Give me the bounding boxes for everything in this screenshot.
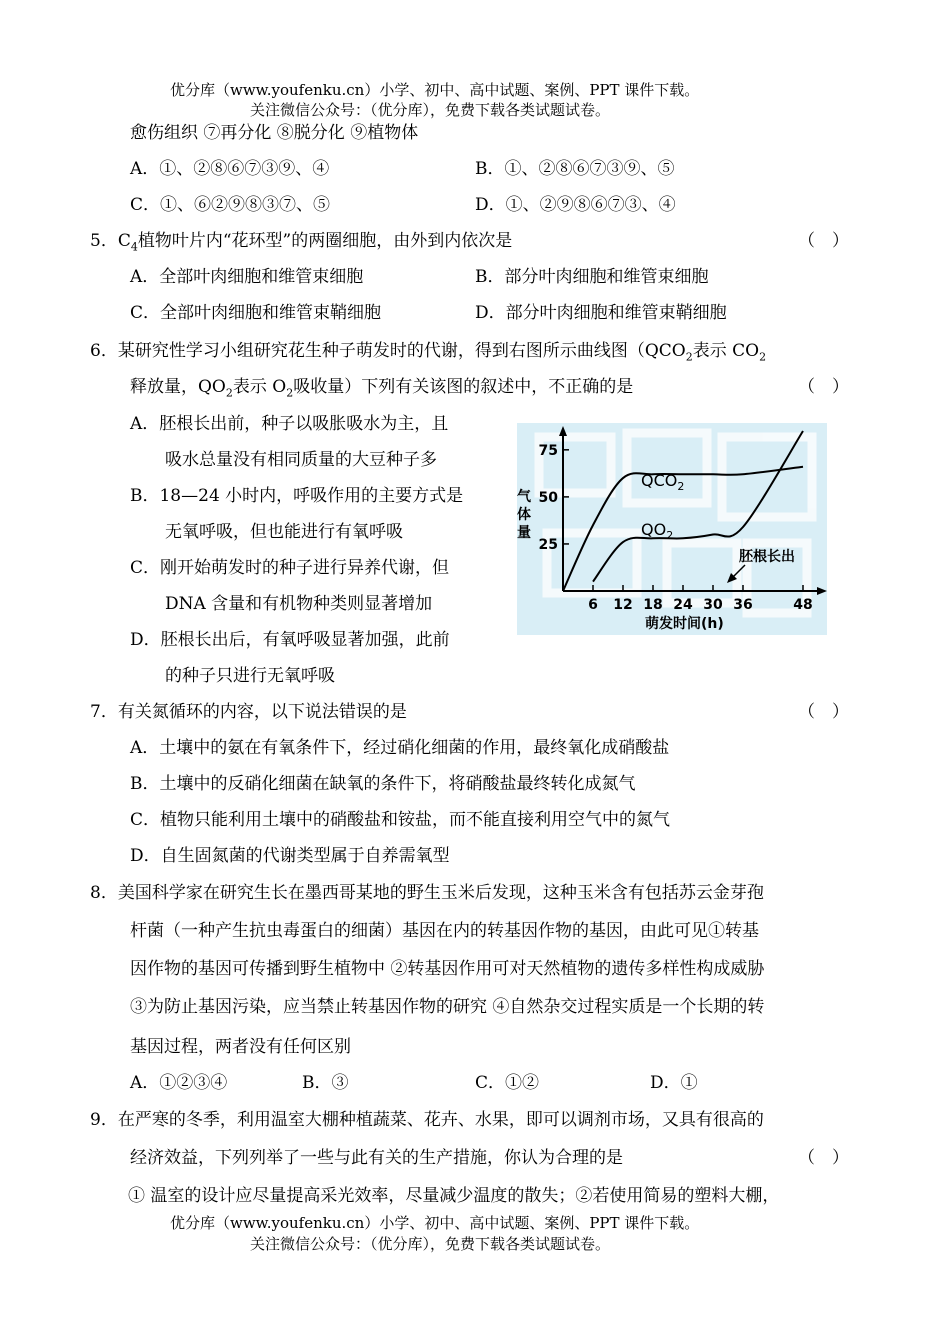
y-tick-label: 50 <box>538 489 558 506</box>
q6-sub-4: 2 <box>286 386 294 400</box>
q6-option-c-2: DNA 含量和有机物种类则显著增加 <box>165 594 433 614</box>
q6-line2-a: 释放量，QO <box>130 377 226 397</box>
q4-option-a: A．①、②⑧⑥⑦③⑨、④ <box>130 159 330 179</box>
q8-line-1-text: 美国科学家在研究生长在墨西哥某地的野生玉米后发现，这种玉米含有包括苏云金芽孢 <box>117 883 764 903</box>
q8-line-3: 因作物的基因可传播到野生植物中 ②转基因作用可对天然植物的遗传多样性构成威胁 <box>130 959 765 979</box>
x-tick-label: 36 <box>733 597 753 613</box>
q5-option-b: B．部分叶肉细胞和维管束细胞 <box>475 267 709 287</box>
q6-number: 6． <box>90 341 118 361</box>
q5-option-d: D．部分叶肉细胞和维管束鞘细胞 <box>475 303 727 323</box>
y-tick-label: 75 <box>538 442 558 459</box>
q5-c4-sub: 4 <box>130 240 138 254</box>
q8-option-c: C．①② <box>475 1073 540 1093</box>
q6-stem-line-1 <box>90 341 766 367</box>
gas-exchange-chart <box>517 423 827 635</box>
footer-line-2: 关注微信公众号：（优分库），免费下载各类试题试卷。 <box>250 1235 611 1253</box>
header-line-1: 优分库（www.youfenku.cn）小学、初中、高中试题、案例、PPT 课件下载。 <box>170 81 700 99</box>
x-tick-label: 30 <box>703 597 723 613</box>
footer-line-1: 优分库（www.youfenku.cn）小学、初中、高中试题、案例、PPT 课件下载。 <box>170 1214 700 1232</box>
x-axis-label: 萌发时间(h) <box>645 616 724 632</box>
q6-sub-3: 2 <box>225 386 233 400</box>
q7-number: 7． <box>90 702 118 722</box>
q5-answer-paren: （ ） <box>798 231 849 251</box>
q9-answer-paren: （ ） <box>798 1148 849 1168</box>
q7-option-d: D．自生固氮菌的代谢类型属于自养需氧型 <box>130 846 450 866</box>
q8-line-2: 杆菌（一种产生抗虫毒蛋白的细菌）基因在内的转基因作物的基因，由此可见①转基 <box>130 921 759 941</box>
qco2-label-text: QCO <box>641 471 678 490</box>
q8-line-1 <box>90 883 764 903</box>
q6-line2-b: 表示 O <box>232 377 287 397</box>
q7-stem <box>90 702 407 722</box>
q5-stem-text: 植物叶片内“花环型”的两圈细胞，由外到内依次是 <box>137 231 513 251</box>
q5-c4: C <box>117 231 131 251</box>
x-tick-label: 12 <box>613 597 633 613</box>
q4-option-b: B．①、②⑧⑥⑦③⑨、⑤ <box>475 159 675 179</box>
q6-option-a-2: 吸水总量没有相同质量的大豆种子多 <box>165 450 437 470</box>
q6-option-a-1: A．胚根长出前，种子以吸胀吸水为主，且 <box>130 414 449 434</box>
q7-option-c: C．植物只能利用土壤中的硝酸盐和铵盐，而不能直接利用空气中的氮气 <box>130 810 671 830</box>
q8-number: 8． <box>90 883 118 903</box>
q5-stem <box>90 231 512 257</box>
q8-option-a: A．①②③④ <box>130 1073 228 1093</box>
header-line-2: 关注微信公众号：（优分库），免费下载各类试题试卷。 <box>250 101 611 119</box>
q7-option-a: A．土壤中的氨在有氧条件下，经过硝化细菌的作用，最终氧化成硝酸盐 <box>130 738 670 758</box>
qo2-label-sub: 2 <box>666 529 674 542</box>
q5-number: 5． <box>90 231 118 251</box>
x-tick-label: 6 <box>588 597 598 613</box>
x-tick-label: 18 <box>643 597 663 613</box>
q9-line-1 <box>90 1110 764 1130</box>
q6-sub-1: 2 <box>685 350 693 364</box>
q9-line-2: 经济效益，下列列举了一些与此有关的生产措施，你认为合理的是 <box>130 1148 623 1168</box>
q7-option-b: B．土壤中的反硝化细菌在缺氧的条件下，将硝酸盐最终转化成氮气 <box>130 774 636 794</box>
q6-answer-paren: （ ） <box>798 377 849 397</box>
q4-continuation: 愈伤组织 ⑦再分化 ⑧脱分化 ⑨植物体 <box>130 123 419 143</box>
y-axis-label-2: 体 <box>517 507 531 523</box>
y-tick-label: 25 <box>538 536 558 553</box>
q6-option-d-1: D．胚根长出后，有氧呼吸显著加强，此前 <box>130 630 450 650</box>
q7-answer-paren: （ ） <box>798 702 849 722</box>
q9-line-3: ① 温室的设计应尽量提高采光效率，尽量减少温度的散失；②若使用简易的塑料大棚， <box>128 1186 780 1206</box>
q7-stem-text: 有关氮循环的内容，以下说法错误的是 <box>117 702 407 722</box>
annotation-radicle: 胚根长出 <box>739 549 795 565</box>
q9-number: 9． <box>90 1110 118 1130</box>
y-axis-label-3: 量 <box>517 525 531 541</box>
q4-option-d: D．①、②⑨⑧⑥⑦③、④ <box>475 195 676 215</box>
q6-option-c-1: C．刚开始萌发时的种子进行异养代谢，但 <box>130 558 450 578</box>
q4-option-c: C．①、⑥②⑨⑧③⑦、⑤ <box>130 195 331 215</box>
q6-line1-b: 表示 CO <box>692 341 760 361</box>
q6-sub-2: 2 <box>759 350 767 364</box>
q5-option-c: C．全部叶肉细胞和维管束鞘细胞 <box>130 303 382 323</box>
q6-stem-line-2 <box>130 377 633 403</box>
q8-line-5: 基因过程，两者没有任何区别 <box>130 1037 351 1057</box>
qo2-label-text: QO <box>641 520 667 539</box>
q8-option-b: B．③ <box>302 1073 349 1093</box>
x-tick-label: 24 <box>673 597 693 613</box>
q6-option-b-2: 无氧呼吸，但也能进行有氧呼吸 <box>165 522 403 542</box>
q5-option-a: A．全部叶肉细胞和维管束细胞 <box>130 267 364 287</box>
q6-option-d-2: 的种子只进行无氧呼吸 <box>165 666 335 686</box>
q6-line1-a: 某研究性学习小组研究花生种子萌发时的代谢，得到右图所示曲线图（QCO <box>117 341 686 361</box>
q6-option-b-1: B．18—24 小时内，呼吸作用的主要方式是 <box>130 486 464 506</box>
q9-line-1-text: 在严寒的冬季，利用温室大棚种植蔬菜、花卉、水果，即可以调剂市场，又具有很高的 <box>117 1110 764 1130</box>
q6-line2-c: 吸收量）下列有关该图的叙述中，不正确的是 <box>293 377 634 397</box>
x-tick-label: 48 <box>793 597 813 613</box>
q8-line-4: ③为防止基因污染，应当禁止转基因作物的研究 ④自然杂交过程实质是一个长期的转 <box>130 997 765 1017</box>
q8-option-d: D．① <box>650 1073 698 1093</box>
y-axis-label-1: 气 <box>517 489 531 505</box>
qco2-label-sub: 2 <box>677 480 685 493</box>
